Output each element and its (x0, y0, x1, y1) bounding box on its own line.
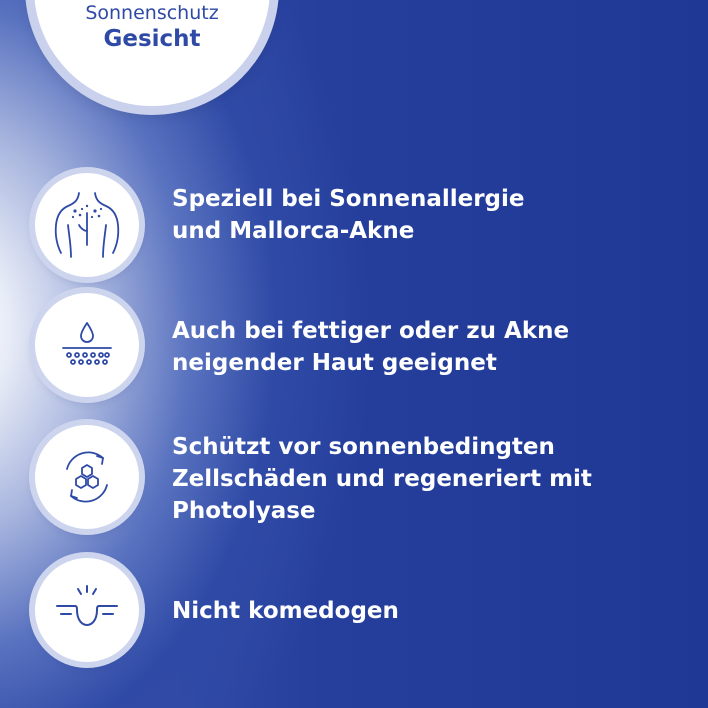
badge-category: Sonnenschutz (85, 2, 219, 24)
back-skin-icon (35, 173, 139, 277)
product-badge (34, 0, 270, 106)
feature-line: Schützt vor sonnenbedingten (172, 434, 555, 460)
feature-text (172, 183, 525, 247)
oil-drop-skin-icon (35, 293, 139, 397)
feature-text (172, 431, 592, 527)
feature-line: Nicht komedogen (172, 598, 399, 624)
pore-icon (35, 558, 139, 662)
feature-line: Photolyase (172, 498, 316, 524)
feature-line: Zellschäden und regeneriert mit (172, 466, 592, 492)
feature-line: Auch bei fettiger oder zu Akne (172, 318, 570, 344)
cell-regeneration-icon (35, 425, 139, 529)
badge-product-area: Gesicht (103, 26, 201, 52)
feature-text (172, 315, 569, 379)
feature-line: neigender Haut geeignet (172, 350, 497, 376)
feature-line: und Mallorca-Akne (172, 218, 415, 244)
feature-line: Speziell bei Sonnenallergie (172, 186, 525, 212)
feature-text (172, 595, 399, 627)
